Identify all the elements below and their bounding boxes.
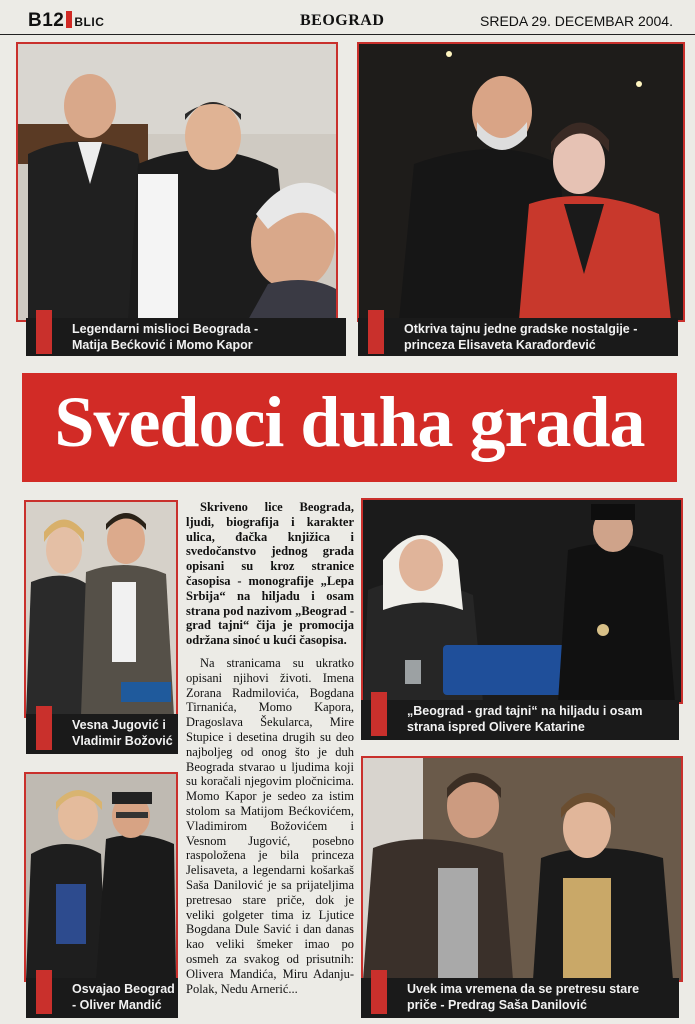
caption-4-line-1: „Beograd - grad tajni“ na hiljadu i osam bbox=[407, 704, 643, 718]
article-body bbox=[186, 500, 354, 1004]
headline: Svedoci duha grada bbox=[54, 382, 645, 462]
paper-name: BLIC bbox=[74, 15, 105, 29]
caption-4-line-2: strana ispred Olivere Katarine bbox=[407, 720, 585, 734]
photo-beckovic-kapor bbox=[16, 42, 338, 322]
caption-red-tab bbox=[371, 692, 387, 736]
photo-princess-elisaveta bbox=[357, 42, 685, 322]
caption-1-line-2: Matija Bećković i Momo Kapor bbox=[72, 338, 253, 352]
caption-3-line-2: Vladimir Božović bbox=[72, 734, 173, 748]
red-mark bbox=[66, 11, 72, 28]
caption-6 bbox=[361, 978, 679, 1018]
caption-2 bbox=[358, 318, 678, 356]
photo-jugovic-bozovic bbox=[24, 500, 178, 718]
caption-5-line-2: - Oliver Mandić bbox=[72, 998, 162, 1012]
caption-5 bbox=[26, 978, 178, 1018]
issue-date: SREDA 29. DECEMBAR 2004. bbox=[480, 13, 673, 29]
photo-sasa-danilovic bbox=[361, 756, 683, 982]
photo-olivera-katarina bbox=[361, 498, 683, 704]
caption-5-line-1: Osvajao Beograd bbox=[72, 982, 175, 996]
caption-red-tab bbox=[36, 970, 52, 1014]
photo-oliver-mandic bbox=[24, 772, 178, 982]
caption-6-line-2: priče - Predrag Saša Danilović bbox=[407, 998, 587, 1012]
caption-6-line-1: Uvek ima vremena da se pretresu stare bbox=[407, 982, 640, 996]
article-lead: Skriveno lice Beograda, ljudi, biografija i karakter ulica, đačka knjižica i svedočanstvo jednog grada opisani su kroz stranice časopisa - monografije „Lepa Srbija“ na hiljadu i osam strana pod nazivom „Beograd - grad tajni“ čija je promocija održana sinoć u kući časopisa. bbox=[186, 500, 354, 648]
caption-red-tab bbox=[371, 970, 387, 1014]
caption-red-tab bbox=[368, 310, 384, 354]
page-number-text: B12 bbox=[28, 10, 65, 31]
caption-2-line-1: Otkriva tajnu jedne gradske nostalgije - bbox=[404, 322, 638, 336]
caption-2-line-2: princeza Elisaveta Karađorđević bbox=[404, 338, 596, 352]
section-title: BEOGRAD bbox=[300, 12, 385, 29]
caption-red-tab bbox=[36, 310, 52, 354]
caption-4 bbox=[361, 700, 679, 740]
caption-1 bbox=[26, 318, 346, 356]
headline-banner bbox=[22, 373, 677, 482]
caption-3-line-1: Vesna Jugović i bbox=[72, 718, 166, 732]
page-header bbox=[0, 0, 695, 35]
caption-red-tab bbox=[36, 706, 52, 750]
page-number bbox=[28, 10, 104, 32]
caption-3 bbox=[26, 714, 178, 754]
article-paragraph: Na stranicama su ukratko opisani njihovi životi. Imena Zorana Radmilovića, Bogdana Tirnanića, Momo Kapora, Dragoslava Šekularca, Mire Stupice i desetina drugih su deo najboljeg od onog što je duh Beograda stvarao u ljudima koji su koračali njegovim pločnicima. Momo Kapor je sedeo za istim stolom sa Matijom Bećkovićem, Vladimirom Božovićem i Vesnom Jugović, posebno raspoložena je bila princeza Jelisaveta, a legendarni košarkaš Saša Danilović je sa prijateljima pretresao stare priče, dok je veliki golgeter tima iz Ljutice Bogdana Dule Savić i dan danas kao veliki šmeker imao po osmeh za svakog od prisutnih: Olivera Mandića, Miru Adanju-Polak, Nedu Arnerić... bbox=[186, 655, 354, 996]
caption-1-line-1: Legendarni mislioci Beograda - bbox=[72, 322, 259, 336]
